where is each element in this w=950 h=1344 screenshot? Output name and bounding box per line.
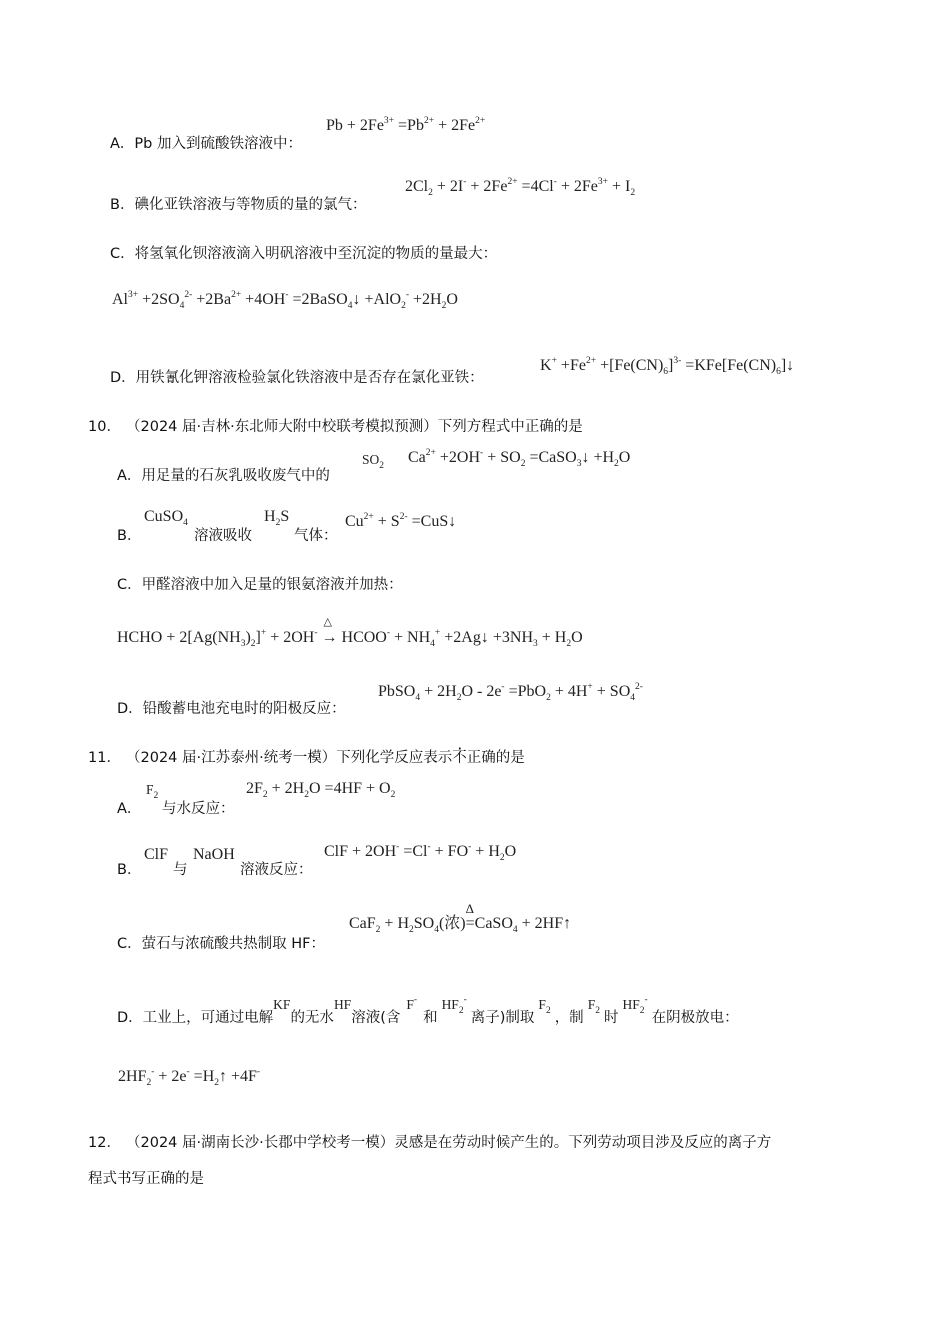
q9-option-c-label: C．将氢氧化钡溶液滴入明矾溶液中至沉淀的物质的量最大： bbox=[110, 246, 498, 262]
q11-option-a-f2: $F_2$ bbox=[146, 782, 159, 801]
q11-option-b-prefix: B． bbox=[117, 862, 142, 878]
q9-option-d-equation: $K^+ +Fe^{2+} +[Fe(CN)_6]^{3-}$ $=KFe[Fe(CN)_6]↓$ bbox=[540, 356, 795, 377]
q9-option-d-label: D．用铁氰化钾溶液检验氯化铁溶液中是否存在氯化亚铁： bbox=[110, 370, 484, 386]
q11-stem-pre: （2024 届·江苏泰州·统考一模）下列化学反应表示 bbox=[126, 750, 453, 766]
q11-option-b-post: 溶液反应： bbox=[240, 862, 313, 878]
q10-option-d-label: D．铅酸蓄电池充电时的阳极反应： bbox=[117, 701, 346, 717]
q11-stem-post: 正确的是 bbox=[466, 750, 525, 766]
q11-option-b-equation: ClF + $2OH^- =Cl^- + FO^- + H_2O$ bbox=[324, 842, 517, 863]
q10-option-b-prefix: B． bbox=[117, 528, 142, 544]
q11-option-a-equation: $2F_2 + 2H_2O =4HF + O_2$ bbox=[246, 780, 396, 800]
q11-option-d-t2: 溶液(含 bbox=[351, 1010, 401, 1026]
q11-option-d-t6: 时 bbox=[603, 1010, 619, 1026]
q9-option-b-label: B．碘化亚铁溶液与等物质的量的氯气： bbox=[110, 197, 367, 213]
q10-option-b-cuso4: CuSO$_4$ bbox=[144, 508, 188, 528]
q12-stem-line1: （2024 届·湖南长沙·长郡中学校考一模）灵感是在劳动时候产生的。下列劳动项目涉及反应的离子方 bbox=[126, 1135, 772, 1151]
q11-option-d-equation: $2HF_2^- + 2e^-$ $=H_2↑ +4F^-$ bbox=[118, 1067, 261, 1088]
q11-option-d-hf2-ion: $HF_2^-$ bbox=[441, 995, 467, 1016]
q9-option-c-equation: $Al^{3+} +2SO_4^{2-} +2Ba^{2+} +4OH^-$ =2BaSO$_4$↓ $+AlO_2^- +2H_2O$ bbox=[112, 290, 458, 311]
q9-option-a-equation: $Pb + 2Fe^{3+} =Pb^{2+} + 2Fe^{2+}$ bbox=[326, 116, 486, 134]
q11-option-d-f-ion: F- bbox=[406, 995, 418, 1012]
q10-option-b-post: 气体： bbox=[294, 528, 338, 544]
q11-option-d-line bbox=[117, 995, 739, 1029]
q11-option-d-t4: 离子)制取 bbox=[470, 1010, 535, 1026]
q11-option-d-t3: 和 bbox=[423, 1010, 438, 1026]
q12-stem-line2: 程式书写正确的是 bbox=[88, 1171, 204, 1187]
q11-option-a-prefix: A． bbox=[117, 801, 142, 817]
q11-option-d-hf: HF bbox=[333, 997, 352, 1012]
q10-option-a-so2: $SO_2$ bbox=[362, 452, 385, 471]
q11-stem-emphasis: 不 bbox=[452, 750, 467, 766]
q11-option-d-kf: KF bbox=[273, 997, 291, 1012]
q10-option-b-h2s: $H_2S$ bbox=[264, 508, 290, 528]
q11-option-c-label: C．萤石与浓硫酸共热制取 HF： bbox=[117, 936, 325, 952]
q11-option-d-t5: ，制 bbox=[554, 1010, 584, 1026]
q10-option-a-label: A．用足量的石灰乳吸收废气中的 bbox=[117, 468, 330, 484]
q11-option-d-t7: 在阴极放电： bbox=[651, 1010, 739, 1026]
q11-option-a-post: 与水反应： bbox=[162, 801, 235, 817]
q10-option-c-label: C．甲醛溶液中加入足量的银氨溶液并加热： bbox=[117, 577, 403, 593]
q11-option-b-clf: ClF bbox=[144, 846, 169, 863]
q9-option-a-label: A．Pb 加入到硫酸铁溶液中： bbox=[110, 136, 302, 152]
q10-stem: （2024 届·吉林·东北师大附中校联考模拟预测）下列方程式中正确的是 bbox=[126, 419, 583, 435]
q11-option-d-f2-a: $F_2$ bbox=[538, 997, 551, 1016]
q10-number: 10． bbox=[88, 419, 121, 435]
q11-number: 11． bbox=[88, 750, 121, 766]
q11-option-b-naoh: NaOH bbox=[193, 846, 235, 863]
q11-option-d-hf2-b: $HF_2^-$ bbox=[622, 995, 648, 1016]
q10-option-a-equation: $Ca^{2+} +2OH^- + SO_2$ =CaSO$_3$↓ $+H_2O$ bbox=[408, 448, 631, 469]
q11-option-b-mid: 与 bbox=[173, 862, 188, 878]
q9-option-b-equation: $2Cl_2 + 2I^- + 2Fe^{2+} =4Cl^- + 2Fe^{3+} + I_2$ bbox=[405, 177, 636, 198]
q11-option-d-t1: 的无水 bbox=[290, 1010, 334, 1026]
q10-option-d-equation: PbSO$_4$ + $2H_2O - 2e^- =PbO_2 + 4H^+ + SO_4^{2-}$ bbox=[378, 682, 643, 703]
q11-option-d-f2-b: $F_2$ bbox=[587, 997, 600, 1016]
q11-option-d-pre: D．工业上，可通过电解 bbox=[117, 1010, 274, 1026]
q10-option-b-equation: $Cu^{2+} + S^{2-}$ =CuS↓ bbox=[345, 512, 457, 530]
q11-option-c-equation: $CaF_2 + H_2SO_4$(浓)= Δ CaSO$_4$ + 2HF↑ bbox=[349, 901, 572, 935]
q11-stem bbox=[126, 746, 525, 767]
q12-number: 12． bbox=[88, 1135, 121, 1151]
q10-option-b-mid: 溶液吸收 bbox=[194, 528, 252, 544]
q10-option-c-equation: HCHO + $2[Ag(NH_3)_2]^+ + 2OH^-$ → △ HCOO- + $NH_4^+$ +2Ag↓ $+3NH_3 + H_2O$ bbox=[117, 616, 583, 649]
